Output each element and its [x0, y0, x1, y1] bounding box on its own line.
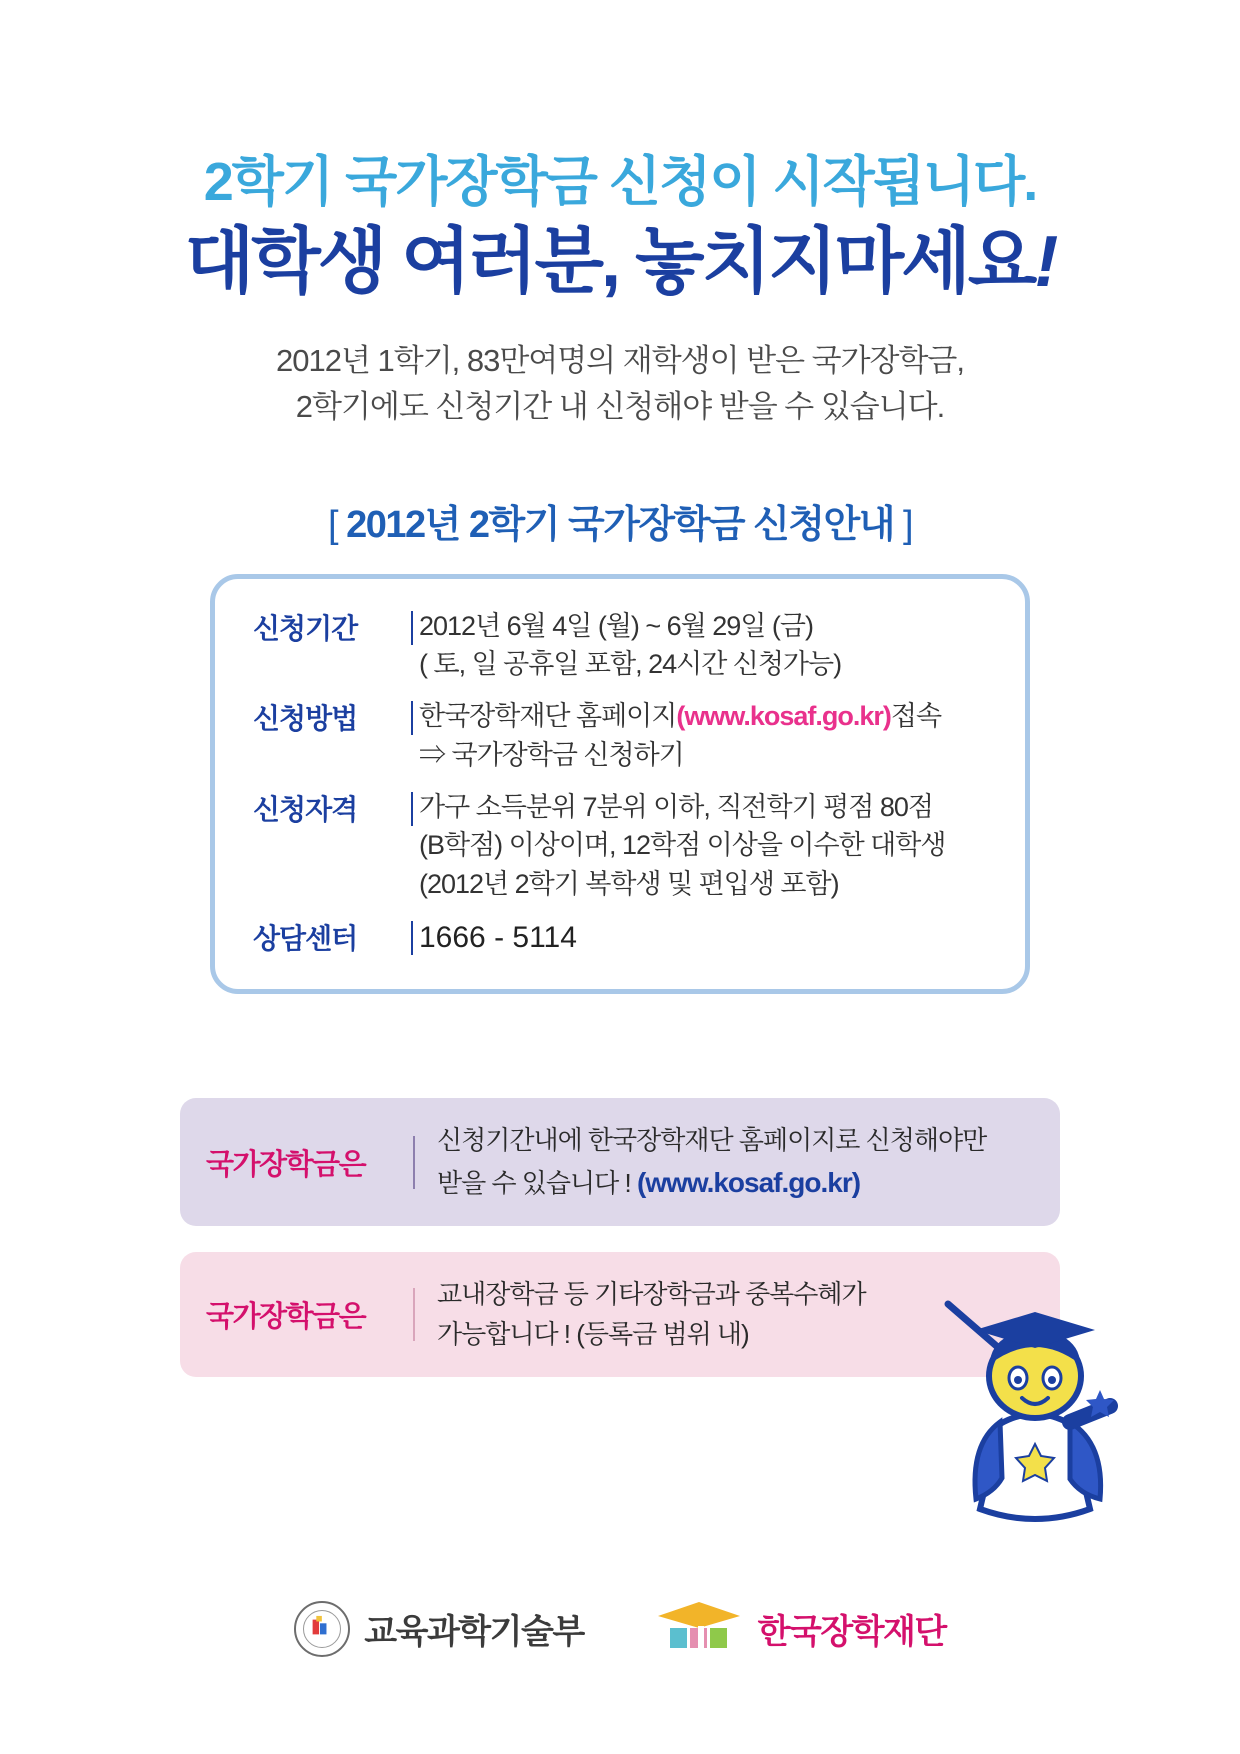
callout-1-label: 국가장학금은 — [206, 1142, 419, 1183]
headline-exclamation: ! — [1034, 221, 1056, 302]
ministry-logo-group — [294, 1601, 583, 1657]
info-row-eligibility — [253, 788, 987, 903]
eligibility-line-1: 가구 소득분위 7분위 이하, 직전학기 평점 80점 — [419, 791, 933, 822]
period-line-2: ( 토, 일 공휴일 포함, 24시간 신청가능) — [419, 648, 842, 679]
info-row-call-center — [253, 917, 987, 960]
subheadline — [0, 338, 1240, 431]
mascot-character — [930, 1294, 1140, 1544]
info-value-call-center — [419, 917, 987, 960]
info-row-method — [253, 697, 987, 774]
info-label-eligibility: 신청자격 — [253, 788, 419, 828]
section-title — [0, 493, 1240, 548]
method-post-text: 접속 — [890, 701, 942, 732]
eligibility-line-3: (2012년 2학기 복학생 및 편입생 포함) — [419, 868, 839, 899]
method-line-2: ⇒ 국가장학금 신청하기 — [419, 739, 684, 770]
method-line-1 — [419, 697, 987, 735]
bracket-open: [ — [327, 503, 338, 546]
ministry-seal-icon — [294, 1601, 350, 1657]
info-value-eligibility — [419, 788, 987, 903]
callout-1-url[interactable]: (www.kosaf.go.kr) — [636, 1166, 861, 1198]
callout-website-required — [180, 1098, 1060, 1226]
headline-line-2 — [0, 221, 1240, 304]
info-label-method: 신청방법 — [253, 697, 419, 737]
info-label-period: 신청기간 — [253, 607, 419, 647]
info-value-period — [419, 607, 987, 684]
foundation-mark-icon — [654, 1598, 744, 1659]
callout-2-line-2-text: 가능합니다 ! (등록금 범위 내) — [437, 1319, 749, 1350]
subheadline-line-2: 2학기에도 신청기간 내 신청해야 받을 수 있습니다. — [295, 389, 945, 425]
callout-1-line-2-text: 받을 수 있습니다 ! — [437, 1167, 631, 1198]
ministry-logo-text: 교육과학기술부 — [364, 1613, 584, 1651]
method-url[interactable]: (www.kosaf.go.kr) — [676, 701, 891, 732]
headline-line-2-text: 대학생 여러분, 놓치지마세요 — [184, 221, 1035, 302]
info-row-period — [253, 607, 987, 684]
callout-1-text — [419, 1120, 1034, 1204]
callout-2-line-1: 교내장학금 등 기타장학금과 중복수혜가 — [437, 1279, 866, 1310]
info-label-call-center: 상담센터 — [253, 917, 419, 957]
info-value-method — [419, 697, 987, 774]
headline-line-1: 2학기 국가장학금 신청이 시작됩니다. — [203, 152, 1037, 212]
period-line-1: 2012년 6월 4일 (월) ~ 6월 29일 (금) — [419, 610, 813, 641]
headline-block — [0, 0, 1240, 304]
foundation-logo-text: 한국장학재단 — [757, 1613, 946, 1651]
callout-1-line-2 — [437, 1161, 1034, 1204]
method-pre-text: 한국장학재단 홈페이지 — [419, 701, 677, 732]
application-info-box — [210, 574, 1030, 995]
foundation-logo-group — [654, 1598, 946, 1659]
eligibility-line-2: (B학점) 이상이며, 12학점 이상을 이수한 대학생 — [419, 830, 946, 861]
subheadline-line-1: 2012년 1학기, 83만여명의 재학생이 받은 국가장학금, — [275, 342, 964, 378]
callout-1-line-1: 신청기간내에 한국장학재단 홈페이지로 신청해야만 — [437, 1125, 987, 1156]
bracket-close: ] — [902, 503, 913, 546]
callout-duplicate-benefit — [180, 1252, 1060, 1377]
footer-logos — [0, 1598, 1240, 1659]
section-title-text: 2012년 2학기 국가장학금 신청안내 — [346, 503, 894, 546]
call-center-phone: 1666 - 5114 — [419, 920, 577, 954]
callout-2-label: 국가장학금은 — [206, 1294, 419, 1335]
